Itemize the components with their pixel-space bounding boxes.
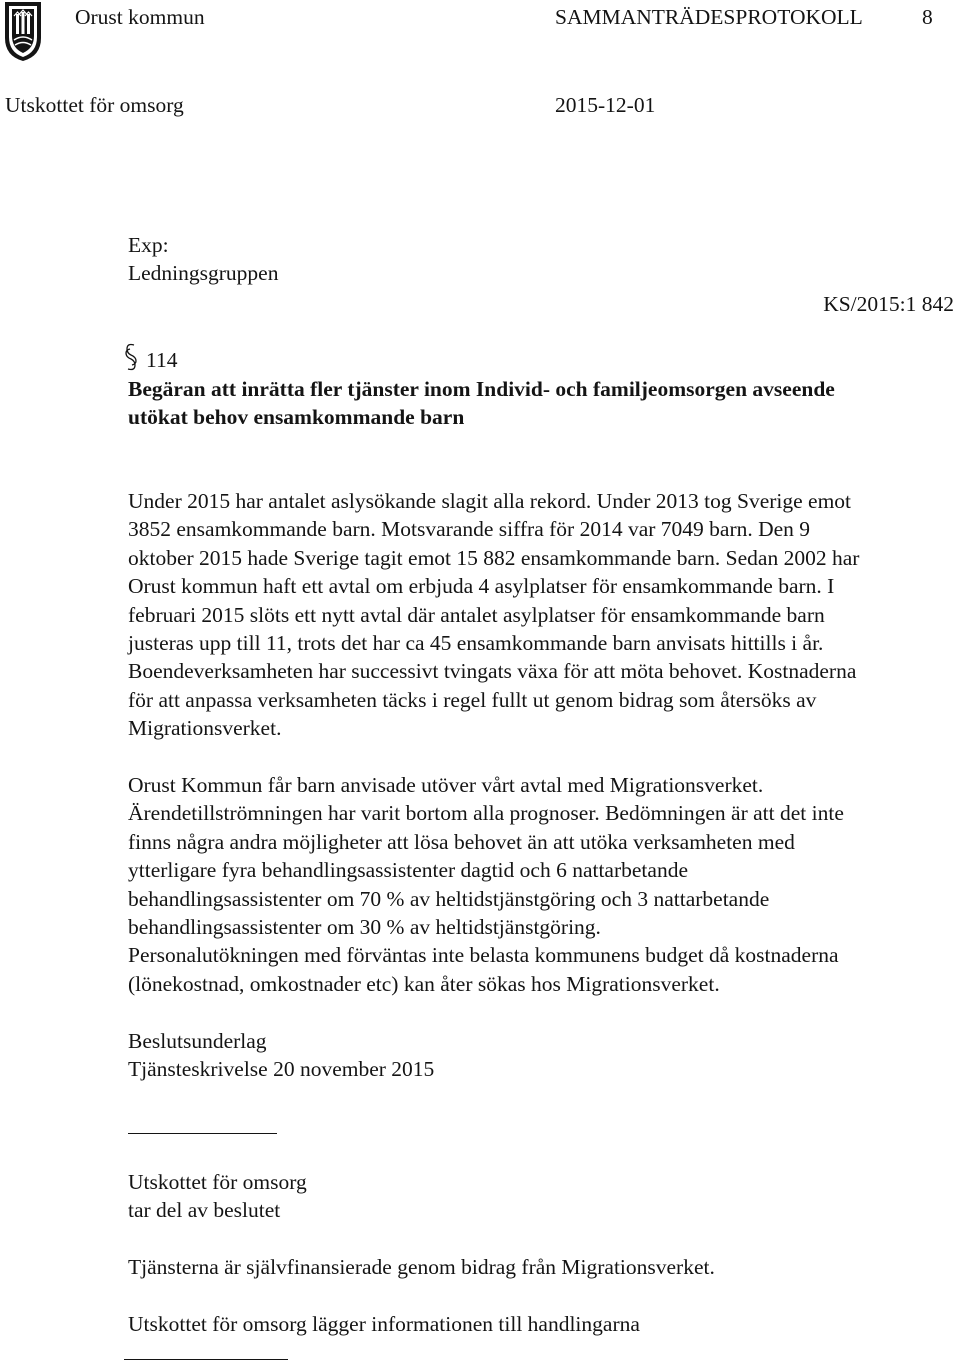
section-number: 114 [146, 348, 178, 372]
separator-line [124, 1359, 288, 1360]
separator-line [128, 1133, 277, 1134]
text-line: Orust Kommun får barn anvisade utöver vårt avtal med Migrationsverket. [128, 773, 764, 797]
decision-basis-document: Tjänsteskrivelse 20 november 2015 [128, 1057, 435, 1081]
text-line: Orust kommun haft ett avtal om erbjuda 4 asylplatser för ensamkommande barn. I [128, 574, 835, 599]
text-line: februari 2015 slöts ett nytt avtal där antalet asylplatser för ensamkommande barn [128, 602, 825, 627]
text-line: justeras upp till 11, trots det har ca 45 ensamkommande barn anvisats hittills i år. [128, 631, 824, 656]
text-line: behandlingsassistenter om 70 % av heltidstjänstgöring och 3 nattarbetande [128, 886, 770, 911]
resolution-action: tar del av beslutet [128, 1198, 281, 1222]
dispatch-recipient: Ledningsgruppen [128, 261, 279, 285]
text-line: för att anpassa verksamheten täcks i regel fullt ut genom bidrag som återsöks av [128, 687, 817, 712]
title-line: Begäran att inrätta fler tjänster inom Individ- och familjeomsorgen avseende [128, 377, 835, 401]
header-committee: Utskottet för omsorg [5, 93, 184, 117]
municipal-coat-of-arms-icon [3, 0, 43, 62]
text-line: Under 2015 har antalet aslysökande slagit alla rekord. Under 2013 tog Sverige emot [128, 489, 852, 513]
text-line: (lönekostnad, omkostnader etc) kan åter sökas hos Migrationsverket. [128, 971, 720, 996]
body-paragraph-2 [128, 771, 960, 998]
resolution-information: Utskottet för omsorg lägger informationen till handlingarna [128, 1312, 640, 1336]
text-line: ytterligare fyra behandlingsassistenter dagtid och 6 nattarbetande [128, 858, 688, 883]
text-line: Migrationsverket. [128, 716, 282, 741]
text-line: finns några andra möjligheter att lösa behovet än att utöka verksamheten med [128, 829, 795, 854]
section-sign-icon [124, 342, 138, 372]
text-line: Ärendetillströmningen har varit bortom alla prognoser. Bedömningen är att det inte [128, 801, 844, 826]
decision-basis-heading: Beslutsunderlag [128, 1029, 267, 1053]
body-paragraph-1 [128, 487, 960, 743]
text-line: Boendeverksamheten har successivt tvingats växa för att möta behovet. Kostnaderna [128, 659, 857, 684]
financing-note: Tjänsterna är självfinansierade genom bidrag från Migrationsverket. [128, 1255, 715, 1279]
case-number: KS/2015:1 842 [823, 292, 954, 316]
text-line: oktober 2015 hade Sverige tagit emot 15 882 ensamkommande barn. Sedan 2002 har [128, 545, 860, 570]
resolution-committee: Utskottet för omsorg [128, 1170, 307, 1194]
header-document-type: SAMMANTRÄDESPROTOKOLL [555, 5, 863, 29]
header-page-number: 8 [922, 5, 933, 29]
dispatch-label: Exp: [128, 233, 169, 257]
text-line: behandlingsassistenter om 30 % av heltidstjänstgöring. [128, 915, 601, 940]
text-line: 3852 ensamkommande barn. Motsvarande siffra för 2014 var 7049 barn. Den 9 [128, 517, 811, 542]
title-line: utökat behov ensamkommande barn [128, 405, 465, 430]
header-date: 2015-12-01 [555, 93, 656, 117]
header-organization: Orust kommun [75, 5, 205, 29]
section-title [128, 375, 958, 432]
text-line: Personalutökningen med förväntas inte belasta kommunens budget då kostnaderna [128, 943, 839, 968]
